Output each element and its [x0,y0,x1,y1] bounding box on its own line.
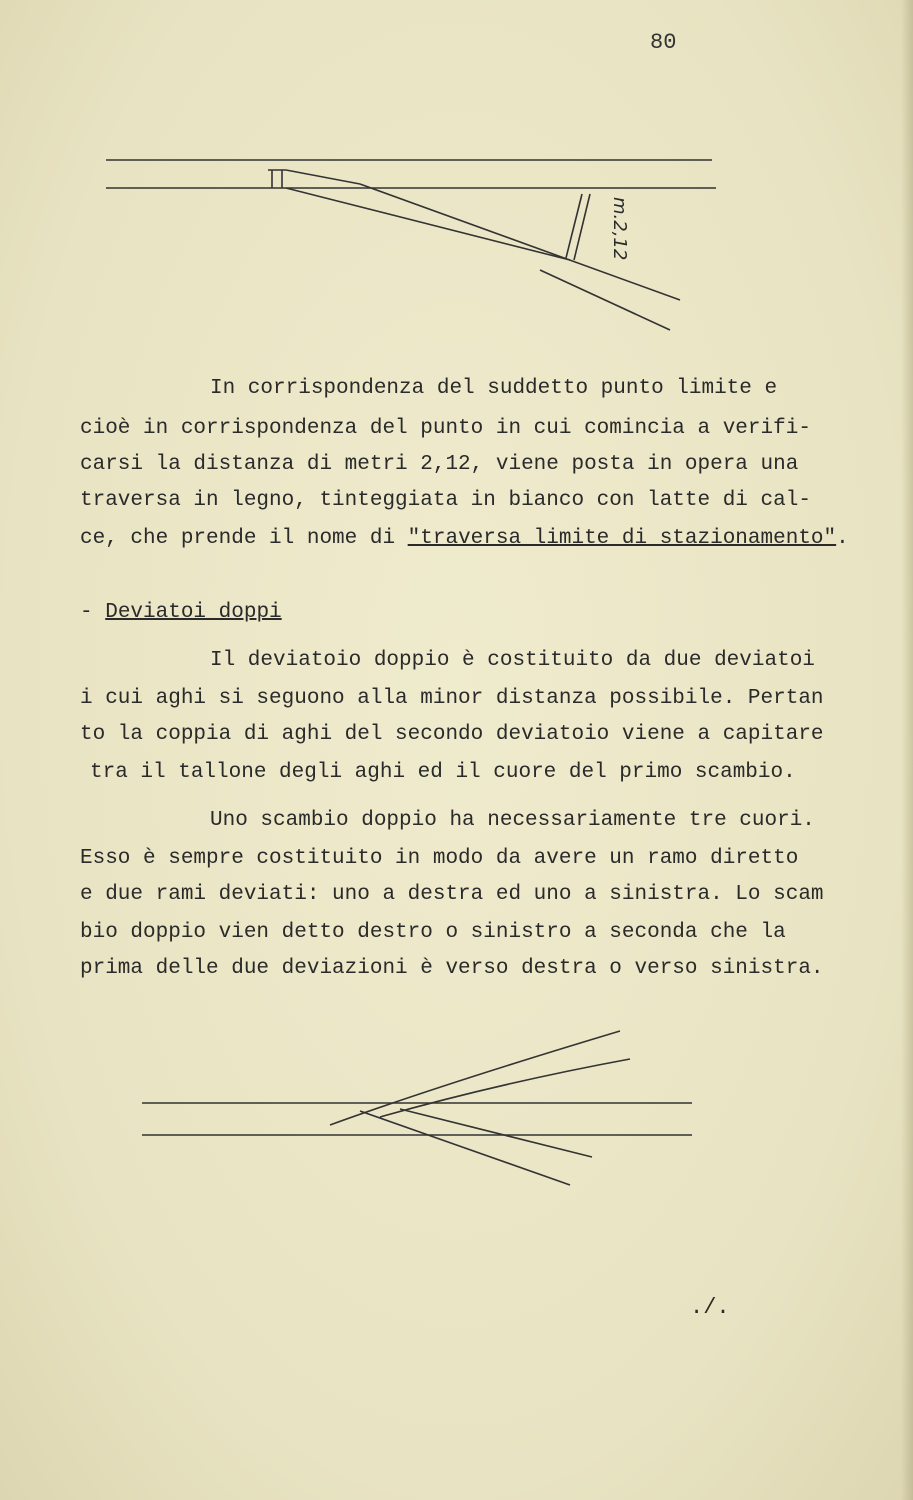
paragraph-1-line-1: In corrispondenza del suddetto punto limite e [210,377,778,400]
paragraph-3-line-5: prima delle due deviazioni è verso destra o verso sinistra. [80,957,824,980]
paragraph-2-line-2: i cui aghi si seguono alla minor distanza possibile. Pertan [80,687,824,710]
section-heading [80,600,880,626]
section-title: Deviatoi doppi [105,601,282,624]
switch-blade [286,170,360,184]
paragraph-3-line-1: Uno scambio doppio ha necessariamente tre cuori. [210,809,815,832]
continuation-mark: ./. [690,1295,730,1320]
diverging-left-2 [380,1059,630,1117]
paragraph-2-line-4: tra il tallone degli aghi ed il cuore del primo scambio. [90,761,796,784]
paragraph-1-line-2: cioè in corrispondenza del punto in cui comincia a verifi- [80,417,811,440]
traversa-limite-term: "traversa limite di stazionamento" [407,527,837,550]
diverging-rail-3 [540,270,670,330]
paragraph-1-line-5-suffix: . [836,527,849,550]
diverging-rail-1 [286,188,570,260]
paragraph-1-line-5 [80,526,880,552]
diverging-right-2 [400,1109,592,1157]
distance-label: m.2,12 [609,197,630,261]
diverging-right-1 [360,1111,570,1185]
turnout-diagram-top [100,150,740,340]
paragraph-2-line-3: to la coppia di aghi del secondo deviatoio viene a capitare [80,723,824,746]
paragraph-1-line-4: traversa in legno, tinteggiata in bianco con latte di cal- [80,489,811,512]
paragraph-3-line-4: bio doppio vien detto destro o sinistro a seconda che la [80,921,786,944]
diverging-rail-2 [360,184,680,300]
paragraph-1-line-3: carsi la distanza di metri 2,12, viene posta in opera una [80,453,799,476]
double-turnout-diagram [140,1025,700,1205]
section-dash: - [80,601,106,624]
page-edge-shadow [901,0,913,1500]
paragraph-3-line-2: Esso è sempre costituito in modo da avere un ramo diretto [80,847,799,870]
paragraph-3-line-3: e due rami deviati: uno a destra ed uno a sinistra. Lo scam [80,883,824,906]
paragraph-2-line-1: Il deviatoio doppio è costituito da due deviatoi [210,649,815,672]
limit-sleeper-a [566,194,582,258]
limit-sleeper-b [574,194,590,260]
diverging-left-1 [330,1031,620,1125]
paragraph-1-line-5-prefix: ce, che prende il nome di [80,527,408,550]
page-number: 80 [650,30,677,55]
